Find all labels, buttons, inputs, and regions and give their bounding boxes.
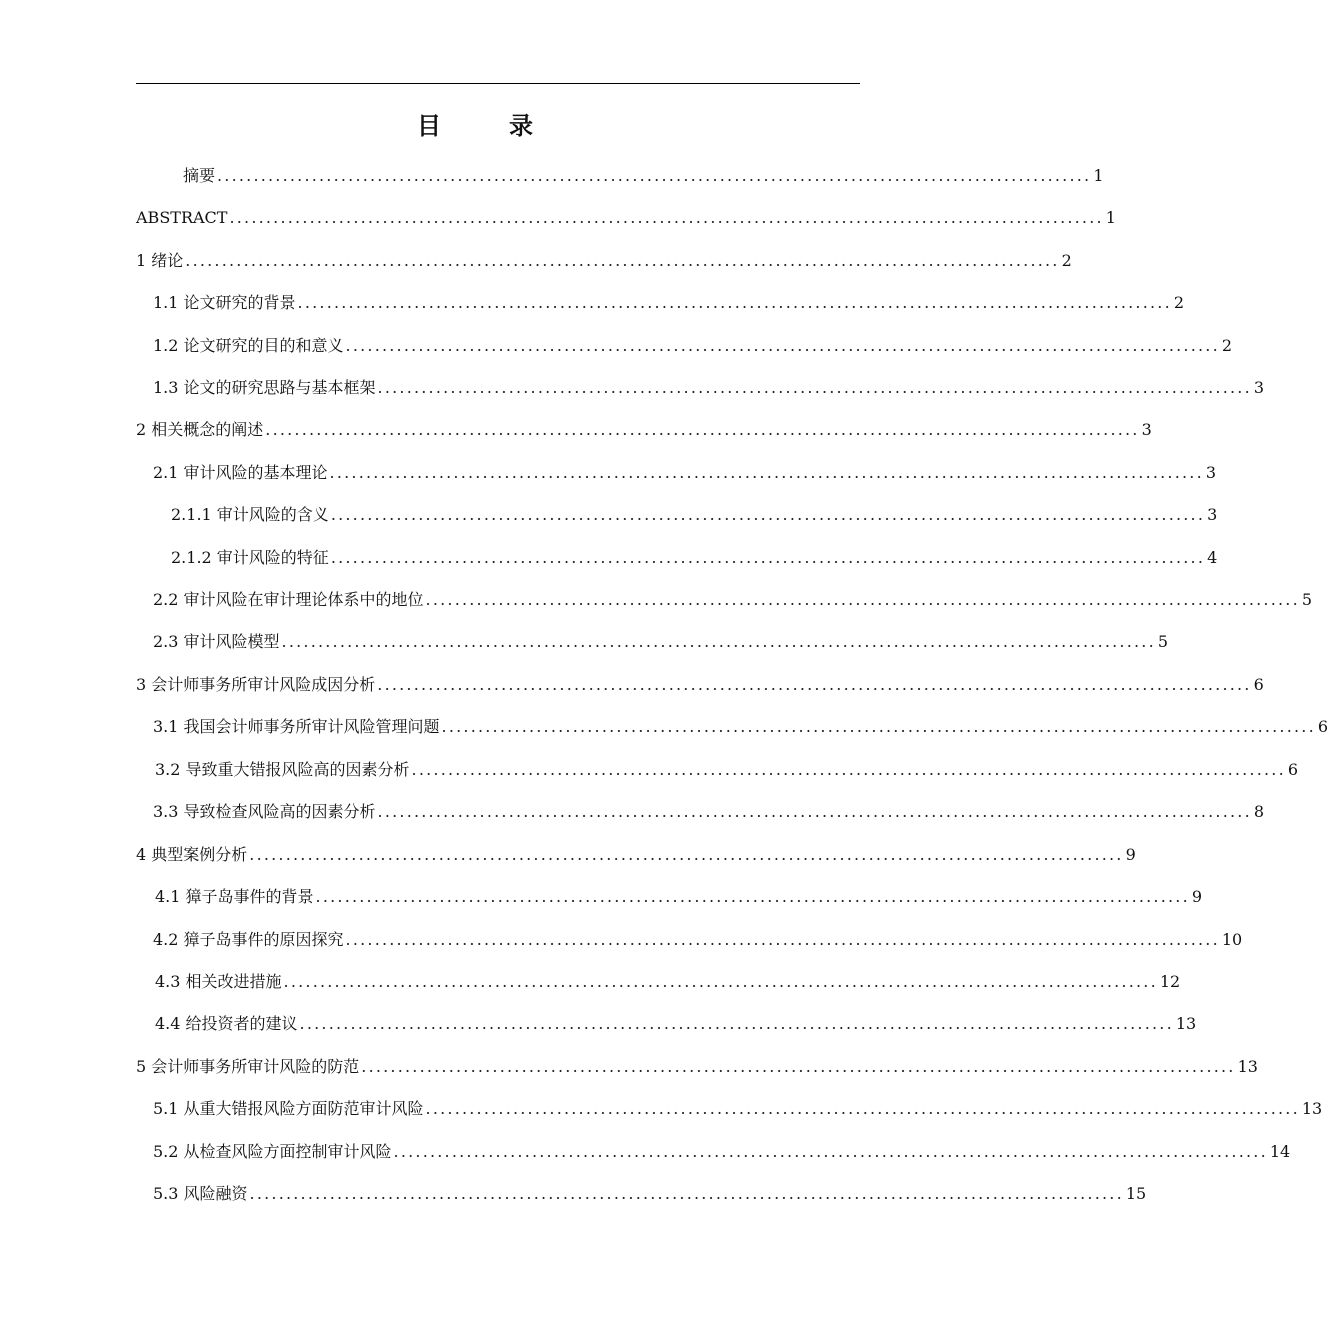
toc-leader-dots: ........................................................................................................................ (377, 675, 1252, 694)
toc-entry-page: 8 (1253, 802, 1265, 821)
toc-leader-dots: ........................................................................................................................ (249, 1184, 1124, 1203)
toc-leader-dots: ........................................................................................................................ (361, 1057, 1236, 1076)
toc-entry-page: 5 (1301, 590, 1313, 609)
toc-entry-page: 1 (1093, 166, 1104, 185)
toc-entry[interactable] (136, 206, 1116, 230)
toc-entry-page: 3 (1207, 505, 1218, 524)
toc-leader-dots: ........................................................................................................................ (393, 1142, 1268, 1161)
toc-entry[interactable] (155, 885, 1203, 909)
toc-entry[interactable] (183, 164, 1104, 188)
toc-leader-dots: ........................................................................................................................ (315, 887, 1190, 906)
toc-entry-label: 1.2 论文研究的目的和意义 (153, 336, 344, 355)
toc-leader-dots: ........................................................................................................................ (229, 208, 1104, 227)
toc-entry-label: 4.2 獐子岛事件的原因探究 (153, 930, 344, 949)
toc-entry[interactable] (136, 249, 1072, 273)
toc-entry[interactable] (155, 1012, 1197, 1036)
toc-leader-dots: ........................................................................................................................ (185, 251, 1060, 270)
toc-entry-label: 2.1.2 审计风险的特征 (171, 548, 329, 567)
toc-entry[interactable] (153, 376, 1265, 400)
toc-entry-page: 14 (1269, 1142, 1291, 1161)
toc-entry[interactable] (153, 800, 1265, 824)
toc-entry-page: 4 (1207, 548, 1218, 567)
toc-leader-dots: ........................................................................................................................ (345, 930, 1220, 949)
toc-entry-page: 2 (1061, 251, 1072, 270)
toc-leader-dots: ........................................................................................................................ (281, 632, 1156, 651)
toc-leader-dots: ........................................................................................................................ (249, 845, 1124, 864)
toc-entry-page: 13 (1301, 1099, 1323, 1118)
toc-entry-label: 3.2 导致重大错报风险高的因素分析 (155, 760, 410, 779)
toc-entry-label: 3 会计师事务所审计风险成因分析 (136, 675, 376, 694)
toc-entry-page: 15 (1125, 1184, 1147, 1203)
toc-entry-page: 2 (1221, 336, 1233, 355)
toc-entry[interactable] (153, 1097, 1323, 1121)
toc-entry-label: 摘要 (183, 166, 216, 185)
toc-entry[interactable] (171, 546, 1218, 570)
toc-entry-page: 3 (1253, 378, 1265, 397)
toc-entry-label: 1.1 论文研究的背景 (153, 293, 296, 312)
toc-leader-dots: ........................................................................................................................ (299, 1014, 1174, 1033)
toc-entry-label: 5.1 从重大错报风险方面防范审计风险 (153, 1099, 424, 1118)
toc-entry[interactable] (171, 503, 1218, 527)
toc-entry-label: 1.3 论文的研究思路与基本框架 (153, 378, 376, 397)
toc-leader-dots: ........................................................................................................................ (330, 548, 1206, 567)
toc-leader-dots: ........................................................................................................................ (330, 505, 1206, 524)
toc-entry-label: 5.3 风险融资 (153, 1184, 248, 1203)
toc-entry-label: 2.1 审计风险的基本理论 (153, 463, 328, 482)
toc-leader-dots: ........................................................................................................................ (265, 420, 1140, 439)
toc-leader-dots: ........................................................................................................................ (283, 972, 1158, 991)
toc-leader-dots: ........................................................................................................................ (425, 1099, 1300, 1118)
toc-leader-dots: ........................................................................................................................ (377, 378, 1252, 397)
toc-entry-label: 3.1 我国会计师事务所审计风险管理问题 (153, 717, 440, 736)
toc-entry-label: 2.1.1 审计风险的含义 (171, 505, 329, 524)
toc-entry-label: 2 相关概念的阐述 (136, 420, 264, 439)
toc-entry[interactable] (136, 673, 1264, 697)
toc-entry-page: 1 (1105, 208, 1116, 227)
toc-entry-page: 9 (1191, 887, 1203, 906)
toc-entry[interactable] (136, 843, 1136, 867)
toc-entry[interactable] (153, 291, 1185, 315)
toc-entry[interactable] (155, 970, 1181, 994)
toc-leader-dots: ........................................................................................................................ (217, 166, 1092, 185)
toc-entry-label: 5 会计师事务所审计风险的防范 (136, 1057, 360, 1076)
toc-entry-label: 2.3 审计风险模型 (153, 632, 280, 651)
toc-leader-dots: ........................................................................................................................ (329, 463, 1204, 482)
toc-entry[interactable] (153, 1140, 1291, 1164)
toc-leader-dots: ........................................................................................................................ (377, 802, 1252, 821)
toc-entry-page: 6 (1317, 717, 1328, 736)
toc-entry-label: 3.3 导致检查风险高的因素分析 (153, 802, 376, 821)
toc-entry-label: 1 绪论 (136, 251, 184, 270)
toc-entry-page: 5 (1157, 632, 1169, 651)
toc-entry[interactable] (153, 461, 1217, 485)
toc-entry[interactable] (153, 334, 1233, 358)
toc-leader-dots: ........................................................................................................................ (411, 760, 1286, 779)
toc-entry-label: 4.3 相关改进措施 (155, 972, 282, 991)
toc-entry-page: 13 (1175, 1014, 1197, 1033)
toc-leader-dots: ........................................................................................................................ (345, 336, 1220, 355)
toc-leader-dots: ........................................................................................................................ (425, 590, 1300, 609)
toc-entry-page: 3 (1205, 463, 1217, 482)
toc-entry[interactable] (153, 928, 1243, 952)
toc-entry[interactable] (153, 1182, 1147, 1206)
toc-entry-page: 6 (1253, 675, 1264, 694)
toc-entry-label: 4 典型案例分析 (136, 845, 248, 864)
toc-leader-dots: ........................................................................................................................ (441, 717, 1316, 736)
toc-entry-label: 4.1 獐子岛事件的背景 (155, 887, 314, 906)
toc-entry-label: 5.2 从检查风险方面控制审计风险 (153, 1142, 392, 1161)
toc-entry[interactable] (153, 630, 1169, 654)
toc-entry-label: 2.2 审计风险在审计理论体系中的地位 (153, 590, 424, 609)
toc-entry-page: 13 (1237, 1057, 1258, 1076)
toc-entry[interactable] (136, 418, 1152, 442)
toc-entry-page: 9 (1125, 845, 1136, 864)
toc-entry-label: 4.4 给投资者的建议 (155, 1014, 298, 1033)
toc-entry[interactable] (155, 758, 1299, 782)
toc-entry-page: 3 (1141, 420, 1152, 439)
toc-entry-page: 12 (1159, 972, 1181, 991)
toc-leader-dots: ........................................................................................................................ (297, 293, 1172, 312)
toc-entry-page: 6 (1287, 760, 1299, 779)
toc-entry[interactable] (136, 1055, 1258, 1079)
toc-entry-page: 2 (1173, 293, 1185, 312)
toc-entry[interactable] (153, 588, 1313, 612)
toc-entry[interactable] (153, 715, 1328, 739)
page-title: 目 录 (417, 112, 555, 140)
toc-entry-label: ABSTRACT (136, 208, 228, 227)
toc-entry-page: 10 (1221, 930, 1243, 949)
